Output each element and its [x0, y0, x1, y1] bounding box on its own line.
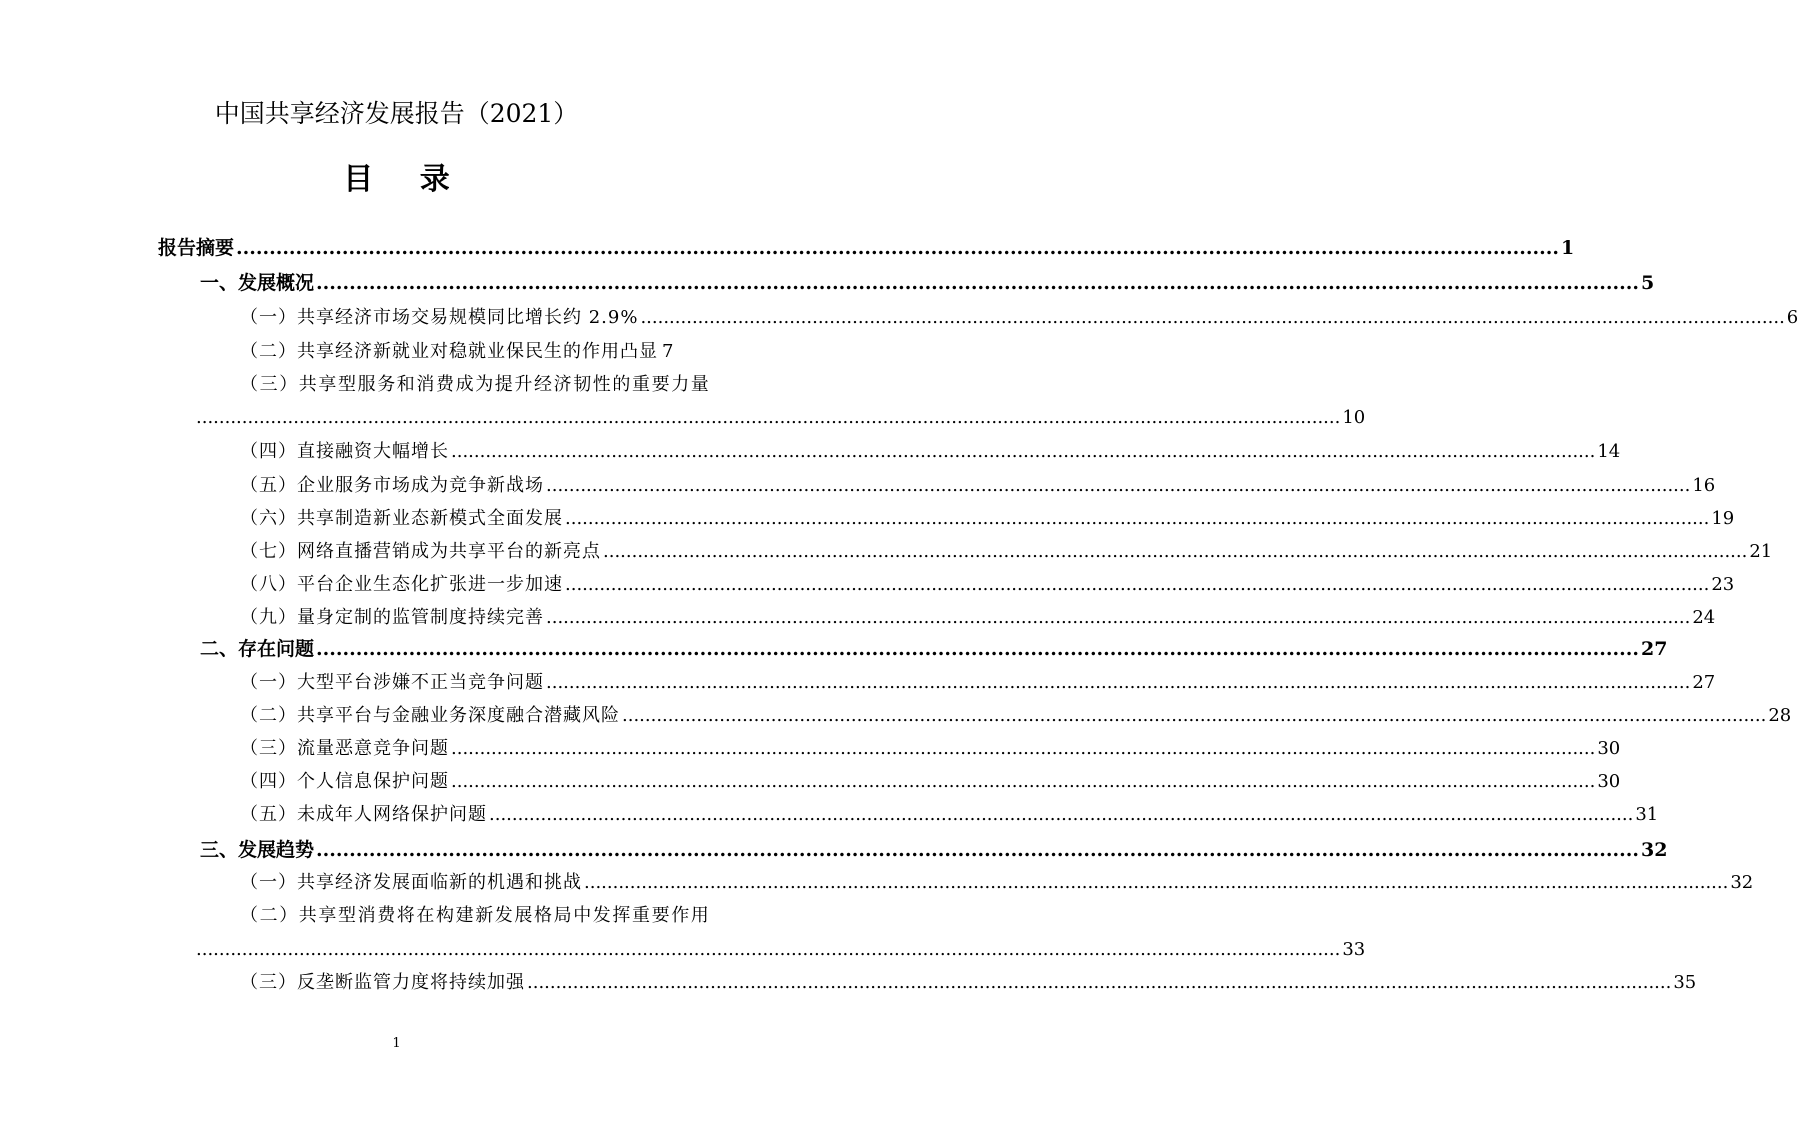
toc-entry-label: （七）网络直播营销成为共享平台的新亮点	[240, 541, 601, 562]
toc-entry-2-3[interactable]	[240, 733, 1621, 765]
toc-entry-3-1[interactable]	[240, 867, 1754, 899]
toc-page-number: 31	[1635, 804, 1659, 825]
toc-entry-label: （一）大型平台涉嫌不正当竞争问题	[240, 672, 544, 693]
toc-entry-3-2-continuation[interactable]	[196, 934, 1366, 966]
toc-leader-dots: ........................................................................................................................................................................................................	[546, 672, 1691, 693]
toc-page-number: 21	[1749, 541, 1773, 562]
toc-entry-1-6[interactable]	[240, 503, 1735, 535]
toc-leader-dots: ........................................................................................................................................................................................................	[236, 237, 1559, 259]
toc-page-number: 16	[1692, 475, 1716, 496]
toc-entry-label: （六）共享制造新业态新模式全面发展	[240, 508, 563, 529]
toc-entry-1-4[interactable]	[240, 436, 1621, 468]
toc-page-number: 35	[1673, 972, 1697, 993]
toc-leader-dots: ........................................................................................................................................................................................................	[565, 574, 1710, 595]
toc-entry-section-3[interactable]	[200, 834, 1668, 866]
toc-page-number: 30	[1597, 771, 1621, 792]
toc-entry-label: 三、发展趋势	[200, 839, 315, 861]
toc-page-number: 19	[1711, 508, 1735, 529]
toc-leader-dots: ........................................................................................................................................................................................................	[316, 839, 1639, 861]
toc-page-number: 7	[662, 341, 674, 362]
toc-entry-label: （九）量身定制的监管制度持续完善	[240, 607, 544, 628]
toc-entry-label: （一）共享经济市场交易规模同比增长约 2.9%	[240, 307, 639, 328]
toc-page-number: 6	[1786, 307, 1798, 328]
toc-page-number: 30	[1597, 738, 1621, 759]
toc-leader-dots: ........................................................................................................................................................................................................	[316, 638, 1639, 660]
toc-leader-dots: ........................................................................................................................................................................................................	[196, 939, 1341, 960]
toc-leader-dots: ........................................................................................................................................................................................................	[316, 272, 1639, 294]
toc-entry-label: 一、发展概况	[200, 272, 315, 294]
toc-entry-1-7[interactable]	[240, 536, 1773, 568]
toc-page-number: 1	[1560, 237, 1575, 259]
toc-entry-label: （八）平台企业生态化扩张进一步加速	[240, 574, 563, 595]
toc-page-number: 24	[1692, 607, 1716, 628]
toc-page-number: 32	[1640, 839, 1668, 861]
toc-entry-2-2[interactable]	[240, 700, 1792, 732]
toc-page-number: 14	[1597, 441, 1621, 462]
toc-page-number: 23	[1711, 574, 1735, 595]
toc-leader-dots: ........................................................................................................................................................................................................	[546, 607, 1691, 628]
toc-entry-summary[interactable]	[158, 232, 1575, 264]
toc-entry-1-5[interactable]	[240, 470, 1716, 502]
toc-page-number: 33	[1342, 939, 1366, 960]
toc-entry-1-1[interactable]	[240, 302, 1798, 334]
toc-leader-dots: ........................................................................................................................................................................................................	[546, 475, 1691, 496]
toc-entry-label: （三）流量恶意竞争问题	[240, 738, 449, 759]
toc-entry-section-2[interactable]	[200, 633, 1668, 665]
toc-page-number: 5	[1640, 272, 1655, 294]
toc-entry-1-9[interactable]	[240, 602, 1716, 634]
toc-entry-1-2[interactable]	[240, 336, 672, 368]
toc-page-number: 27	[1640, 638, 1668, 660]
document-title: 中国共享经济发展报告（2021）	[214, 99, 579, 128]
toc-entry-section-1[interactable]	[200, 267, 1655, 299]
toc-entry-label: 报告摘要	[158, 237, 235, 259]
toc-entry-label: 二、存在问题	[200, 638, 315, 660]
page-number-footer: 1	[392, 1036, 401, 1051]
toc-entry-1-8[interactable]	[240, 569, 1735, 601]
toc-leader-dots: ........................................................................................................................................................................................................	[565, 508, 1710, 529]
toc-leader-dots: ........................................................................................................................................................................................................	[196, 407, 1341, 428]
toc-leader-dots: ........................................................................................................................................................................................................	[527, 972, 1672, 993]
toc-entry-1-3-continuation[interactable]	[196, 402, 1366, 434]
toc-entry-2-5[interactable]	[240, 799, 1659, 831]
toc-entry-3-2-label[interactable]: （二）共享型消费将在构建新发展格局中发挥重要作用	[240, 905, 711, 926]
toc-leader-dots: ........................................................................................................................................................................................................	[451, 441, 1596, 462]
toc-page-number: 27	[1692, 672, 1716, 693]
toc-heading: 目 录	[343, 162, 468, 197]
toc-entry-label: （三）反垄断监管力度将持续加强	[240, 972, 525, 993]
toc-leader-dots: ........................................................................................................................................................................................................	[489, 804, 1634, 825]
toc-entry-label: （二）共享平台与金融业务深度融合潜藏风险	[240, 705, 620, 726]
toc-entry-2-1[interactable]	[240, 667, 1716, 699]
toc-entry-1-3-label[interactable]: （三）共享型服务和消费成为提升经济韧性的重要力量	[240, 374, 711, 395]
toc-page-number: 10	[1342, 407, 1366, 428]
toc-entry-label: （一）共享经济发展面临新的机遇和挑战	[240, 872, 582, 893]
toc-page-number: 32	[1730, 872, 1754, 893]
toc-leader-dots: ........................................................................................................................................................................................................	[603, 541, 1748, 562]
toc-leader-dots: ........................................................................................................................................................................................................	[451, 771, 1596, 792]
toc-page-number: 28	[1768, 705, 1792, 726]
toc-leader-dots: ........................................................................................................................................................................................................	[622, 705, 1767, 726]
toc-entry-label: （二）共享经济新就业对稳就业保民生的作用凸显	[240, 341, 658, 362]
toc-entry-label: （四）个人信息保护问题	[240, 771, 449, 792]
toc-entry-label: （四）直接融资大幅增长	[240, 441, 449, 462]
toc-entry-2-4[interactable]	[240, 766, 1621, 798]
toc-entry-label: （五）未成年人网络保护问题	[240, 804, 487, 825]
toc-entry-3-3[interactable]	[240, 967, 1697, 999]
toc-entry-label: （五）企业服务市场成为竞争新战场	[240, 475, 544, 496]
toc-leader-dots: ........................................................................................................................................................................................................	[640, 307, 1785, 328]
toc-leader-dots: ........................................................................................................................................................................................................	[451, 738, 1596, 759]
toc-leader-dots: ........................................................................................................................................................................................................	[584, 872, 1729, 893]
